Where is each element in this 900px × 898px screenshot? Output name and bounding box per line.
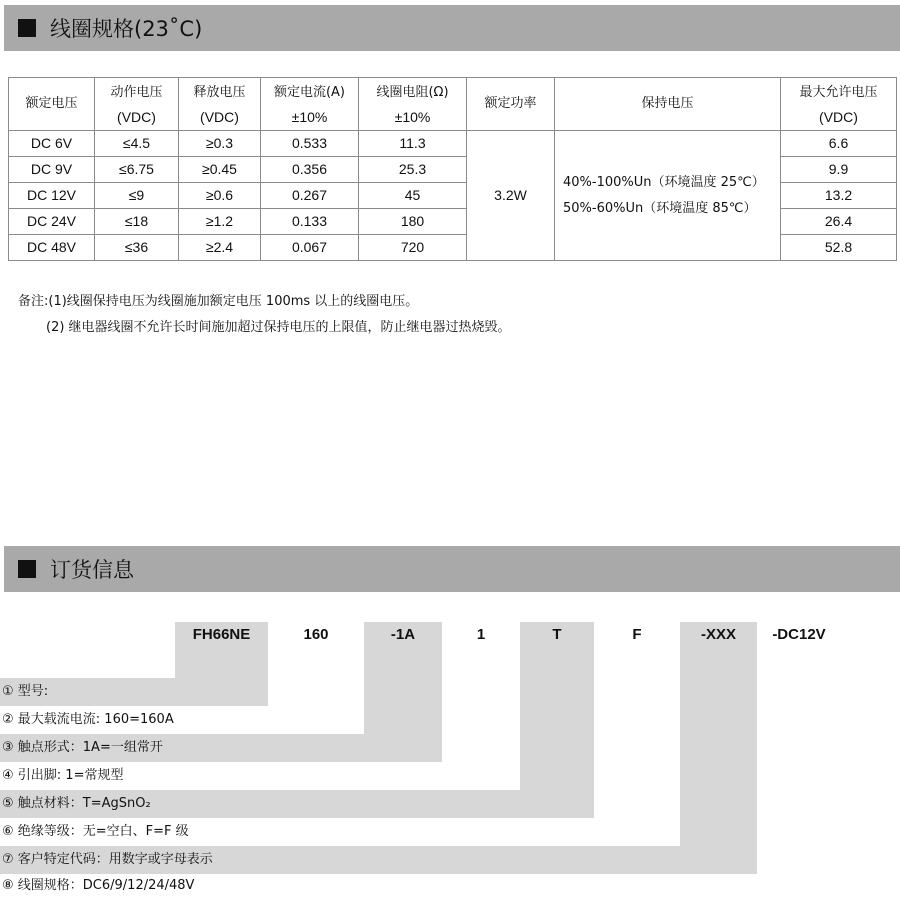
spec-section-title: 线圈规格(23˚C) [50,17,203,41]
header-rated-power: 额定功率 [467,78,555,131]
hold-voltage-line-2: 50%-60%Un（环境温度 85℃） [563,200,757,216]
code-part-contact-material: T [552,626,562,643]
code-part-coil-spec: -DC12V [772,626,826,643]
cell-rated-power: 3.2W [467,131,555,261]
cell-release-voltage: ≥0.6 [179,183,261,209]
spec-section-header [4,5,900,51]
code-column-bar-customer-code [680,622,757,874]
order-item-5: ⑤ 触点材料：T=AgSnO₂ [0,790,594,818]
code-part-current: 160 [303,626,329,643]
cell-max-voltage: 9.9 [781,157,897,183]
spec-notes [18,289,511,341]
coil-spec-table [8,77,897,261]
order-item-6: ⑥ 绝缘等级：无=空白、F=F 级 [2,824,189,839]
cell-release-voltage: ≥0.45 [179,157,261,183]
order-item-3: ③ 触点形式：1A=一组常开 [0,734,442,762]
cell-coil-resistance: 45 [359,183,467,209]
cell-coil-resistance: 25.3 [359,157,467,183]
cell-rated-current: 0.356 [261,157,359,183]
cell-hold-voltage [555,131,781,261]
header-release-voltage: 释放电压 (VDC) [179,78,261,131]
code-column-bar-contact-material [520,622,594,818]
header-coil-resistance: 线圈电阻(Ω) ±10% [359,78,467,131]
cell-max-voltage: 26.4 [781,209,897,235]
cell-pickup-voltage: ≤36 [95,235,179,261]
order-item-8: ⑧ 线圈规格：DC6/9/12/24/48V [2,878,195,893]
code-part-contact-form: -1A [390,626,416,643]
cell-rated-current: 0.133 [261,209,359,235]
cell-rated-current: 0.067 [261,235,359,261]
code-part-customer-code: -XXX [700,626,736,643]
order-item-4: ④ 引出脚: 1=常规型 [2,768,124,783]
code-part-insulation: F [632,626,642,643]
order-item-7: ⑦ 客户特定代码：用数字或字母表示 [0,846,757,874]
order-section-title: 订货信息 [50,558,134,582]
cell-release-voltage: ≥0.3 [179,131,261,157]
table-header-row [9,78,897,131]
order-section-header [4,546,900,592]
header-rated-current: 额定电流(A) ±10% [261,78,359,131]
code-part-terminal: 1 [476,626,486,643]
cell-pickup-voltage: ≤9 [95,183,179,209]
hold-voltage-line-1: 40%-100%Un（环境温度 25℃） [563,174,765,190]
cell-coil-resistance: 720 [359,235,467,261]
cell-rated-voltage: DC 24V [9,209,95,235]
cell-rated-voltage: DC 48V [9,235,95,261]
cell-rated-voltage: DC 9V [9,157,95,183]
cell-pickup-voltage: ≤4.5 [95,131,179,157]
cell-rated-current: 0.267 [261,183,359,209]
cell-pickup-voltage: ≤18 [95,209,179,235]
cell-rated-voltage: DC 6V [9,131,95,157]
note-2: (2) 继电器线圈不允许长时间施加超过保持电压的上限值，防止继电器过热烧毁。 [46,320,511,335]
cell-max-voltage: 13.2 [781,183,897,209]
square-bullet-icon [18,19,36,37]
header-pickup-voltage: 动作电压 (VDC) [95,78,179,131]
cell-coil-resistance: 11.3 [359,131,467,157]
cell-max-voltage: 6.6 [781,131,897,157]
cell-rated-voltage: DC 12V [9,183,95,209]
cell-release-voltage: ≥2.4 [179,235,261,261]
order-item-1: ① 型号: [0,678,268,706]
header-rated-voltage: 额定电压 [9,78,95,131]
cell-rated-current: 0.533 [261,131,359,157]
cell-coil-resistance: 180 [359,209,467,235]
cell-max-voltage: 52.8 [781,235,897,261]
header-max-voltage: 最大允许电压 (VDC) [781,78,897,131]
cell-release-voltage: ≥1.2 [179,209,261,235]
header-hold-voltage: 保持电压 [555,78,781,131]
code-part-model: FH66NE [192,626,251,643]
square-bullet-icon [18,560,36,578]
order-item-2: ② 最大载流电流: 160=160A [2,712,174,727]
table-row [9,131,897,157]
note-1: 备注:(1)线圈保持电压为线圈施加额定电压 100ms 以上的线圈电压。 [18,294,419,309]
cell-pickup-voltage: ≤6.75 [95,157,179,183]
